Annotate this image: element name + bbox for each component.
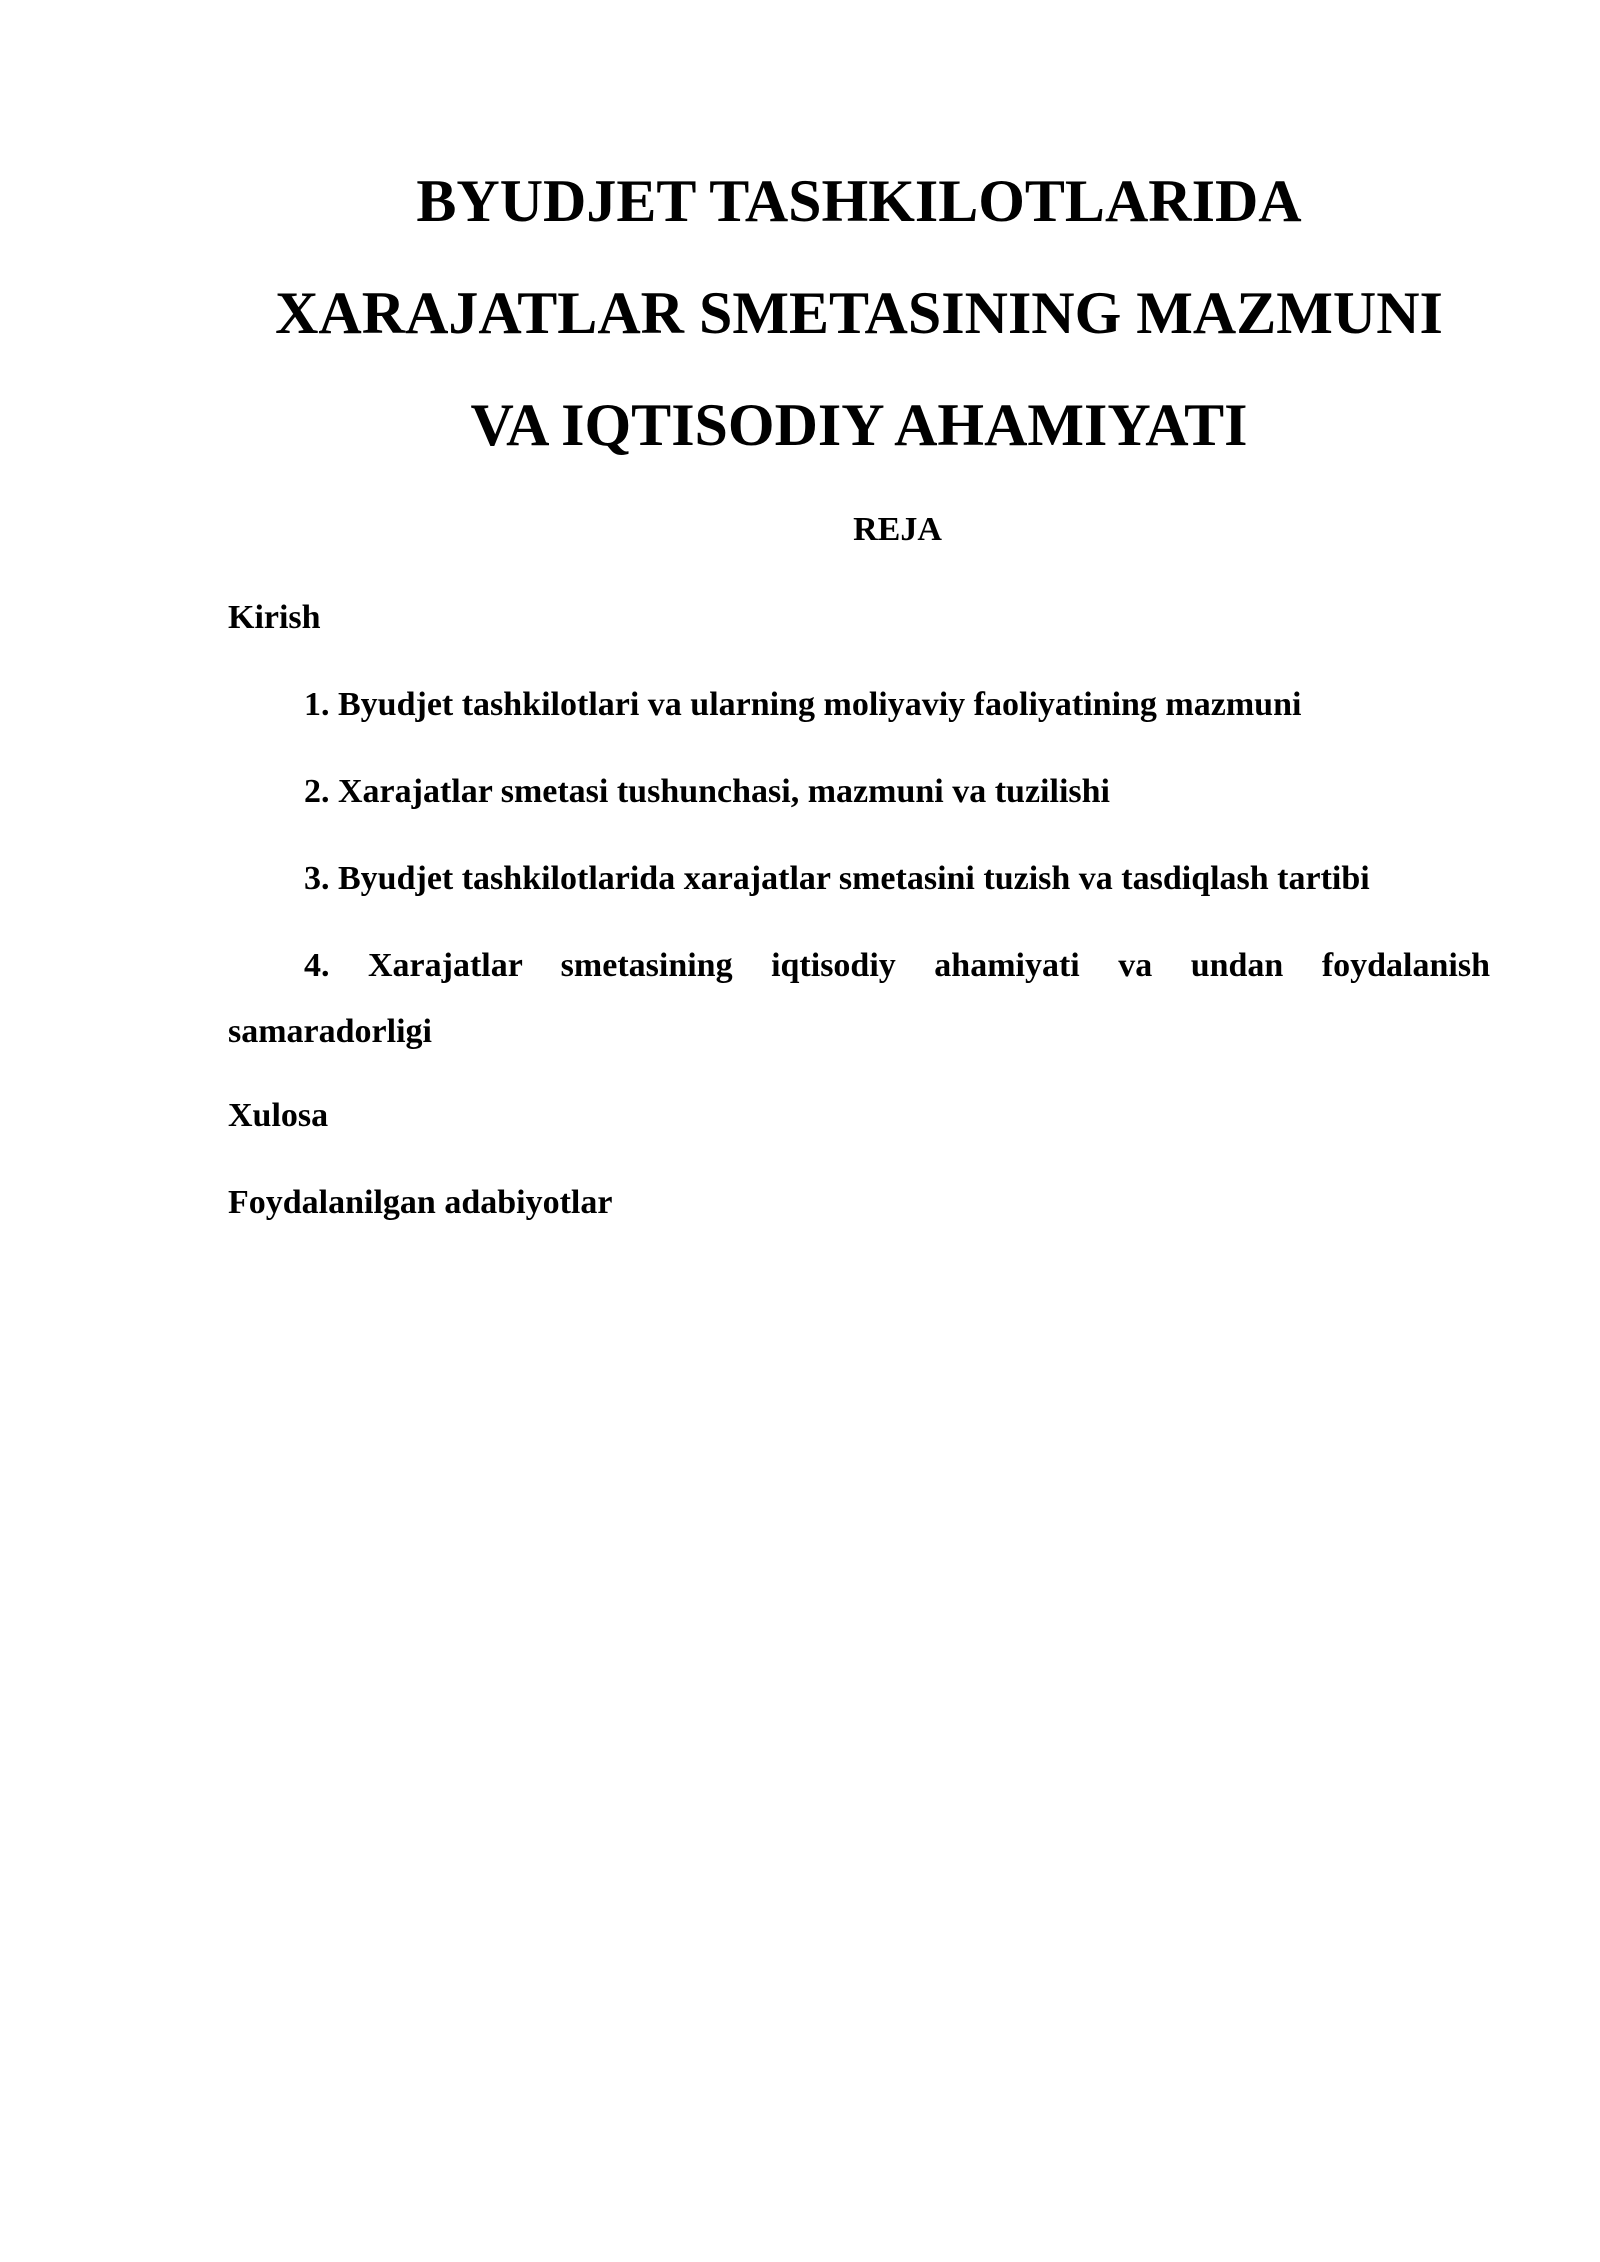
plan-heading: REJA bbox=[853, 511, 942, 548]
plan-item-section-2: 2. Xarajatlar smetasi tushunchasi, mazmuni va tuzilishi bbox=[304, 773, 1110, 810]
document-title bbox=[228, 145, 1490, 481]
plan-item-references: Foydalanilgan adabiyotlar bbox=[228, 1184, 613, 1221]
title-line-3: VA IQTISODIY AHAMIYATI bbox=[470, 392, 1248, 458]
plan-item-section-4: 4. Xarajatlar smetasining iqtisodiy ahamiyati va undan foydalanish samaradorligi bbox=[228, 947, 1490, 1050]
plan-item-section-3: 3. Byudjet tashkilotlarida xarajatlar smetasini tuzish va tasdiqlash tartibi bbox=[304, 860, 1370, 897]
plan-item-section-1: 1. Byudjet tashkilotlari va ularning moliyaviy faoliyatining mazmuni bbox=[304, 686, 1302, 723]
plan-item-conclusion: Xulosa bbox=[228, 1097, 329, 1134]
title-line-1: BYUDJET TASHKILOTLARIDA bbox=[416, 168, 1302, 234]
title-line-2: XARAJATLAR SMETASINING MAZMUNI bbox=[275, 280, 1443, 346]
plan-item-intro: Kirish bbox=[228, 599, 321, 636]
